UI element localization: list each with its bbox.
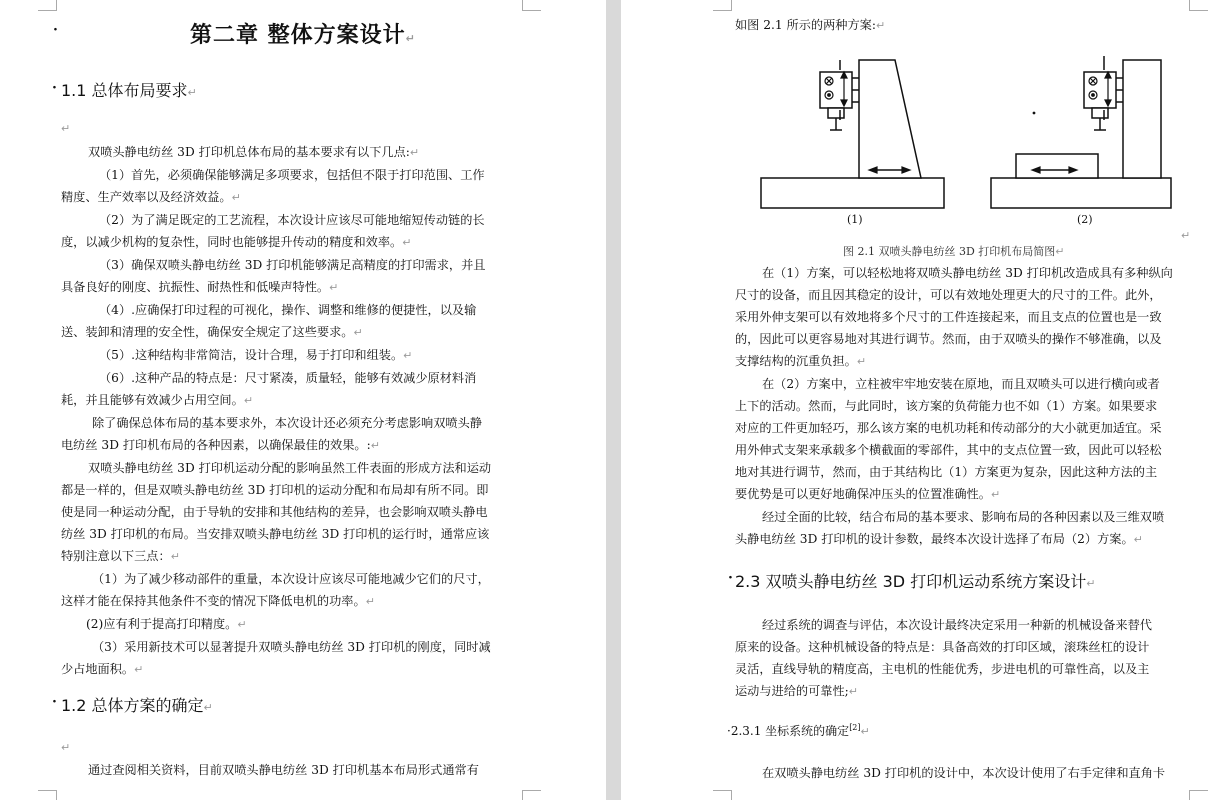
body-line: 尺寸的设备，而且因其稳定的设计，可以有效地处理更大的尺寸的工件。此外， bbox=[735, 288, 1162, 302]
body-line: 采用外伸支架可以有效地将多个尺寸的工件连接起来，而且支点的位置也是一致 bbox=[735, 310, 1162, 324]
empty-paragraph-mark: ↵ bbox=[61, 741, 71, 754]
body-line: 特别注意以下三点：↵ bbox=[61, 549, 180, 563]
paragraph-mark: ↵ bbox=[1181, 229, 1191, 242]
body-line: 运动与进给的可靠性;↵ bbox=[735, 684, 859, 698]
section-heading-2-3-1: ·2.3.1 坐标系统的确定[2]↵ bbox=[727, 723, 870, 738]
section-heading-1-2: 1.2 总体方案的确定↵ bbox=[61, 696, 213, 715]
paragraph-mark: ↵ bbox=[231, 191, 241, 204]
paragraph-mark: ↵ bbox=[353, 326, 363, 339]
corner-mark bbox=[1189, 790, 1208, 800]
paragraph-mark: ↵ bbox=[403, 349, 413, 362]
paragraph-mark: ↵ bbox=[170, 550, 180, 563]
body-line: 在（1）方案，可以轻松地将双喷头静电纺丝 3D 打印机改造成具有多种纵向 bbox=[762, 266, 1173, 280]
body-line: 用外伸式支架来承载多个横截面的零部件，其中的支点位置一致，因此可以轻松 bbox=[735, 443, 1162, 457]
figure-label-1: (1) bbox=[847, 213, 863, 226]
scheme-1-diagram bbox=[761, 60, 944, 208]
paragraph-mark: ↵ bbox=[1133, 533, 1143, 546]
body-line: 双喷头静电纺丝 3D 打印机运动分配的影响虽然工件表面的形成方法和运动 bbox=[88, 461, 492, 475]
body-line: 对应的工件更加轻巧，那么该方案的电机功耗和传动部分的大小就更加适宜。采 bbox=[735, 421, 1162, 435]
paragraph-mark: ↵ bbox=[237, 618, 247, 631]
paragraph-mark: ↵ bbox=[329, 281, 339, 294]
corner-mark bbox=[1189, 0, 1208, 11]
body-line: 这样才能在保持其他条件不变的情况下降低电机的功率。↵ bbox=[61, 594, 375, 608]
body-line: （4）.应确保打印过程的可视化，操作、调整和维修的便捷性，以及输 bbox=[99, 303, 477, 317]
body-line: 原来的设备。这种机械设备的特点是：具备高效的打印区域，滚珠丝杠的设计 bbox=[735, 640, 1150, 654]
body-line: 上下的活动。然而，与此同时，该方案的负荷能力也不如（1）方案。如果要求 bbox=[735, 399, 1158, 413]
paragraph-mark: ↵ bbox=[402, 236, 412, 249]
scheme-comparison-body bbox=[735, 262, 1197, 551]
body-line: 地对其进行调节，然而，由于其结构比（1）方案更为复杂，因此这种方法的主 bbox=[735, 465, 1158, 479]
corner-mark bbox=[38, 790, 57, 800]
body-line: 在双喷头静电纺丝 3D 打印机的设计中，本次设计使用了右手定律和直角卡 bbox=[762, 766, 1166, 780]
page-gap bbox=[606, 0, 621, 800]
corner-mark bbox=[38, 0, 57, 11]
body-line: 经过系统的调查与评估，本次设计最终决定采用一种新的机械设备来替代 bbox=[762, 618, 1152, 632]
paragraph-mark: ↵ bbox=[409, 146, 420, 159]
bullet-marker: · bbox=[52, 694, 57, 710]
section-1-1-body bbox=[61, 141, 531, 681]
body-line: （1）为了减少移动部件的重量，本次设计应该尽可能地减少它们的尺寸， bbox=[92, 572, 490, 586]
body-line: 要优势是可以更好地确保冲压头的位置准确性。↵ bbox=[735, 487, 1001, 501]
body-line: 通过查阅相关资料，目前双喷头静电纺丝 3D 打印机基本布局形式通常有 bbox=[88, 763, 479, 777]
body-line: （5）.这种结构非常简洁，设计合理，易于打印和组装。↵ bbox=[99, 348, 413, 362]
body-line: （1）首先，必须确保能够满足多项要求，包括但不限于打印范围、工作 bbox=[99, 168, 485, 182]
body-line: 在（2）方案中，立柱被牢牢地安装在原地，而且双喷头可以进行横向或者 bbox=[762, 377, 1160, 391]
body-line: 都是一样的，但是双喷头静电纺丝 3D 打印机的运动分配和布局却有所不同。即 bbox=[61, 483, 489, 497]
body-line: 耗，并且能够有效减少占用空间。↵ bbox=[61, 393, 254, 407]
corner-mark bbox=[522, 790, 541, 800]
body-line: （3）确保双喷头静电纺丝 3D 打印机能够满足高精度的打印需求，并且 bbox=[99, 258, 486, 272]
body-line: 使是同一种运动分配，由于导轨的安排和其他结构的差异，也会影响双喷头静电 bbox=[61, 505, 488, 519]
body-line: 送、装卸和清理的安全性，确保安全规定了这些要求。↵ bbox=[61, 325, 363, 339]
right-page bbox=[621, 0, 1211, 800]
body-line: 精度、生产效率以及经济效益。↵ bbox=[61, 190, 241, 204]
body-line: 度，以减少机构的复杂性，同时也能够提升传动的精度和效率。↵ bbox=[61, 235, 412, 249]
body-line: （2）为了满足既定的工艺流程，本次设计应该尽可能地缩短传动链的长 bbox=[99, 213, 485, 227]
paragraph-mark: ↵ bbox=[848, 685, 859, 698]
paragraph-mark: ↵ bbox=[243, 394, 254, 407]
corner-mark bbox=[713, 790, 732, 800]
corner-mark bbox=[522, 0, 541, 11]
chapter-title: 第二章 整体方案设计↵ bbox=[190, 22, 416, 48]
paragraph-mark: ↵ bbox=[365, 595, 375, 608]
bullet-marker: · bbox=[728, 570, 733, 586]
paragraph-mark: ↵ bbox=[134, 663, 144, 676]
figure-caption: 图 2.1 双喷头静电纺丝 3D 打印机布局简图↵ bbox=[843, 245, 1065, 258]
body-line: 头静电纺丝 3D 打印机的设计参数，最终本次设计选择了布局（2）方案。↵ bbox=[735, 532, 1143, 546]
body-line: （3）采用新技术可以显著提升双喷头静电纺丝 3D 打印机的刚度，同时减 bbox=[92, 640, 491, 654]
body-line: 灵活，直线导轨的精度高，主电机的性能优秀，步进电机的可靠性高，以及主 bbox=[735, 662, 1150, 676]
bullet-marker: · bbox=[53, 22, 58, 38]
body-line: 双喷头静电纺丝 3D 打印机总体布局的基本要求有以下几点:↵ bbox=[88, 145, 420, 159]
figure-label-2: (2) bbox=[1077, 213, 1093, 226]
body-line: 纺丝 3D 打印机的布局。当安排双喷头静电纺丝 3D 打印机的运行时，通常应该 bbox=[61, 527, 490, 541]
body-line: 的，因此可以更容易地对其进行调节。然而，由于双喷头的操作不够准确，以及 bbox=[735, 332, 1162, 346]
empty-paragraph-mark: ↵ bbox=[61, 122, 71, 135]
scheme-2-diagram bbox=[991, 56, 1171, 208]
body-line: 少占地面积。↵ bbox=[61, 662, 144, 676]
body-line: 具备良好的刚度、抗振性、耐热性和低噪声特性。↵ bbox=[61, 280, 339, 294]
paragraph-mark: ↵ bbox=[370, 439, 380, 452]
figure-layout-diagram bbox=[751, 50, 1191, 235]
corner-mark bbox=[713, 0, 732, 11]
section-heading-2-3: 2.3 双喷头静电纺丝 3D 打印机运动系统方案设计↵ bbox=[735, 572, 1096, 591]
body-line: 电纺丝 3D 打印机布局的各种因素，以确保最佳的效果。:↵ bbox=[61, 438, 380, 452]
body-line: （6）.这种产品的特点是：尺寸紧凑，质量轻，能够有效减少原材料消 bbox=[99, 371, 477, 385]
paragraph-mark: ↵ bbox=[990, 488, 1001, 501]
body-line: (2)应有利于提高打印精度。↵ bbox=[86, 617, 247, 631]
bullet-marker: · bbox=[52, 80, 57, 96]
body-line: 经过全面的比较，结合布局的基本要求、影响布局的各种因素以及三维双喷 bbox=[762, 510, 1165, 524]
body-line: 除了确保总体布局的基本要求外，本次设计还必须充分考虑影响双喷头静 bbox=[92, 416, 482, 430]
figure-intro: 如图 2.1 所示的两种方案:↵ bbox=[735, 18, 886, 32]
section-heading-1-1: 1.1 总体布局要求↵ bbox=[61, 81, 197, 100]
body-line: 支撑结构的沉重负担。↵ bbox=[735, 354, 867, 368]
paragraph-mark: ↵ bbox=[856, 355, 867, 368]
section-2-3-body bbox=[735, 614, 1197, 703]
